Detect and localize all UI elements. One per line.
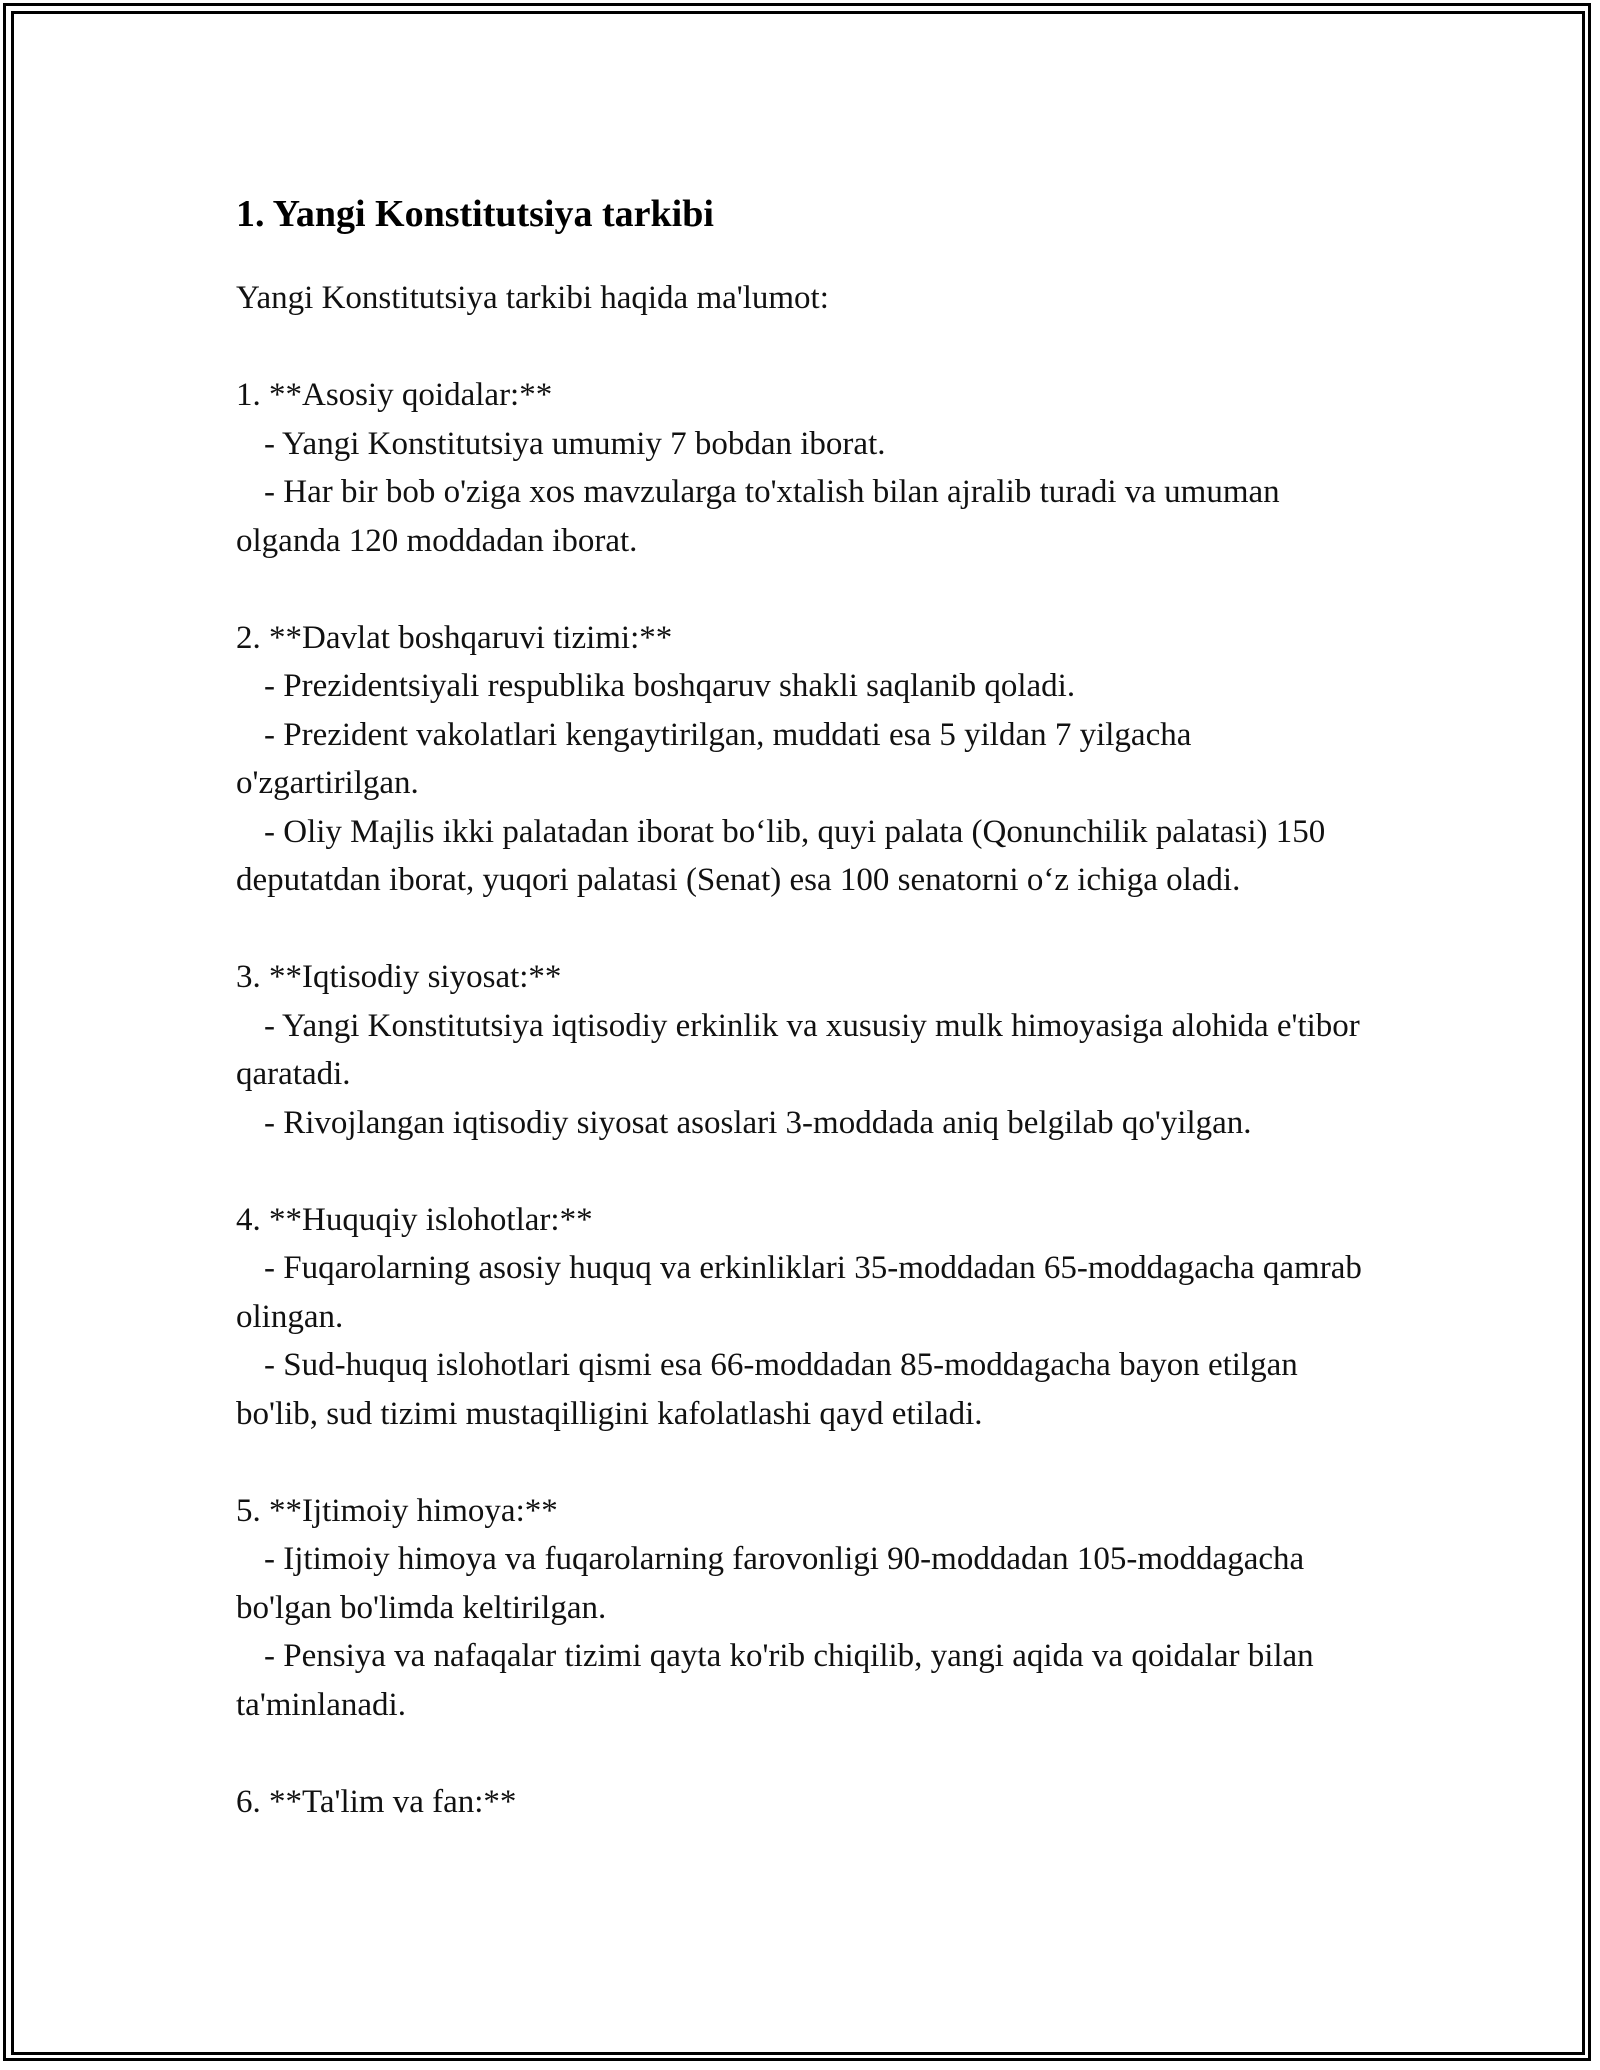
document-heading: 1. Yangi Konstitutsiya tarkibi — [236, 193, 714, 235]
section-title: 4. **Huquqiy islohotlar:** — [236, 1201, 593, 1238]
section-bullet: - Prezident vakolatlari kengaytirilgan, muddati esa 5 yildan 7 yilgacha o'zgartirilgan. — [236, 716, 1192, 801]
section-title: 6. **Ta'lim va fan:** — [236, 1783, 517, 1820]
section-title: 1. **Asosiy qoidalar:** — [236, 377, 553, 413]
section-bullet: - Yangi Konstitutsiya iqtisodiy erkinlik va xususiy mulk himoyasiga alohida e'tibor qaratadi. — [236, 1007, 1360, 1092]
section-basic-rules — [236, 371, 1376, 565]
section-bullet: - Pensiya va nafaqalar tizimi qayta ko'rib chiqilib, yangi aqida va qoidalar bilan ta'minlanadi. — [236, 1638, 1314, 1723]
section-legal-reforms — [236, 1196, 1376, 1439]
section-bullet: - Yangi Konstitutsiya umumiy 7 bobdan iborat. — [264, 425, 886, 462]
section-bullet: - Fuqarolarning asosiy huquq va erkinliklari 35-moddadan 65-moddagacha qamrab olingan. — [236, 1250, 1362, 1335]
section-education-science — [236, 1778, 1376, 1827]
section-bullet: - Rivojlangan iqtisodiy siyosat asoslari 3-moddada aniq belgilab qo'yilgan. — [264, 1104, 1252, 1141]
document-body — [236, 186, 1376, 1826]
section-bullet: - Har bir bob o'ziga xos mavzularga to'xtalish bilan ajralib turadi va umuman olganda 120 moddadan iborat. — [236, 474, 1280, 559]
section-bullet: - Sud-huquq islohotlari qismi esa 66-moddadan 85-moddagacha bayon etilgan bo'lib, sud tizimi mustaqilligini kafolatlashi qayd etiladi. — [236, 1347, 1298, 1432]
section-title: 3. **Iqtisodiy siyosat:** — [236, 959, 562, 995]
section-bullet: - Oliy Majlis ikki palatadan iborat bo‘lib, quyi palata (Qonunchilik palatasi) 150 deputatdan iborat, yuqori palatasi (Senat) esa 100 senatorni o‘z ichiga oladi. — [236, 813, 1326, 898]
section-social-protection — [236, 1487, 1376, 1730]
section-state-governance — [236, 614, 1376, 905]
section-bullet: - Ijtimoiy himoya va fuqarolarning farovonligi 90-moddadan 105-moddagacha bo'lgan bo'limda keltirilgan. — [236, 1541, 1305, 1626]
section-title: 2. **Davlat boshqaruvi tizimi:** — [236, 619, 673, 656]
document-intro: Yangi Konstitutsiya tarkibi haqida ma'lumot: — [236, 280, 829, 316]
section-bullet: - Prezidentsiyali respublika boshqaruv shakli saqlanib qoladi. — [264, 668, 1076, 704]
section-title: 5. **Ijtimoiy himoya:** — [236, 1492, 558, 1529]
section-economic-policy — [236, 953, 1376, 1147]
